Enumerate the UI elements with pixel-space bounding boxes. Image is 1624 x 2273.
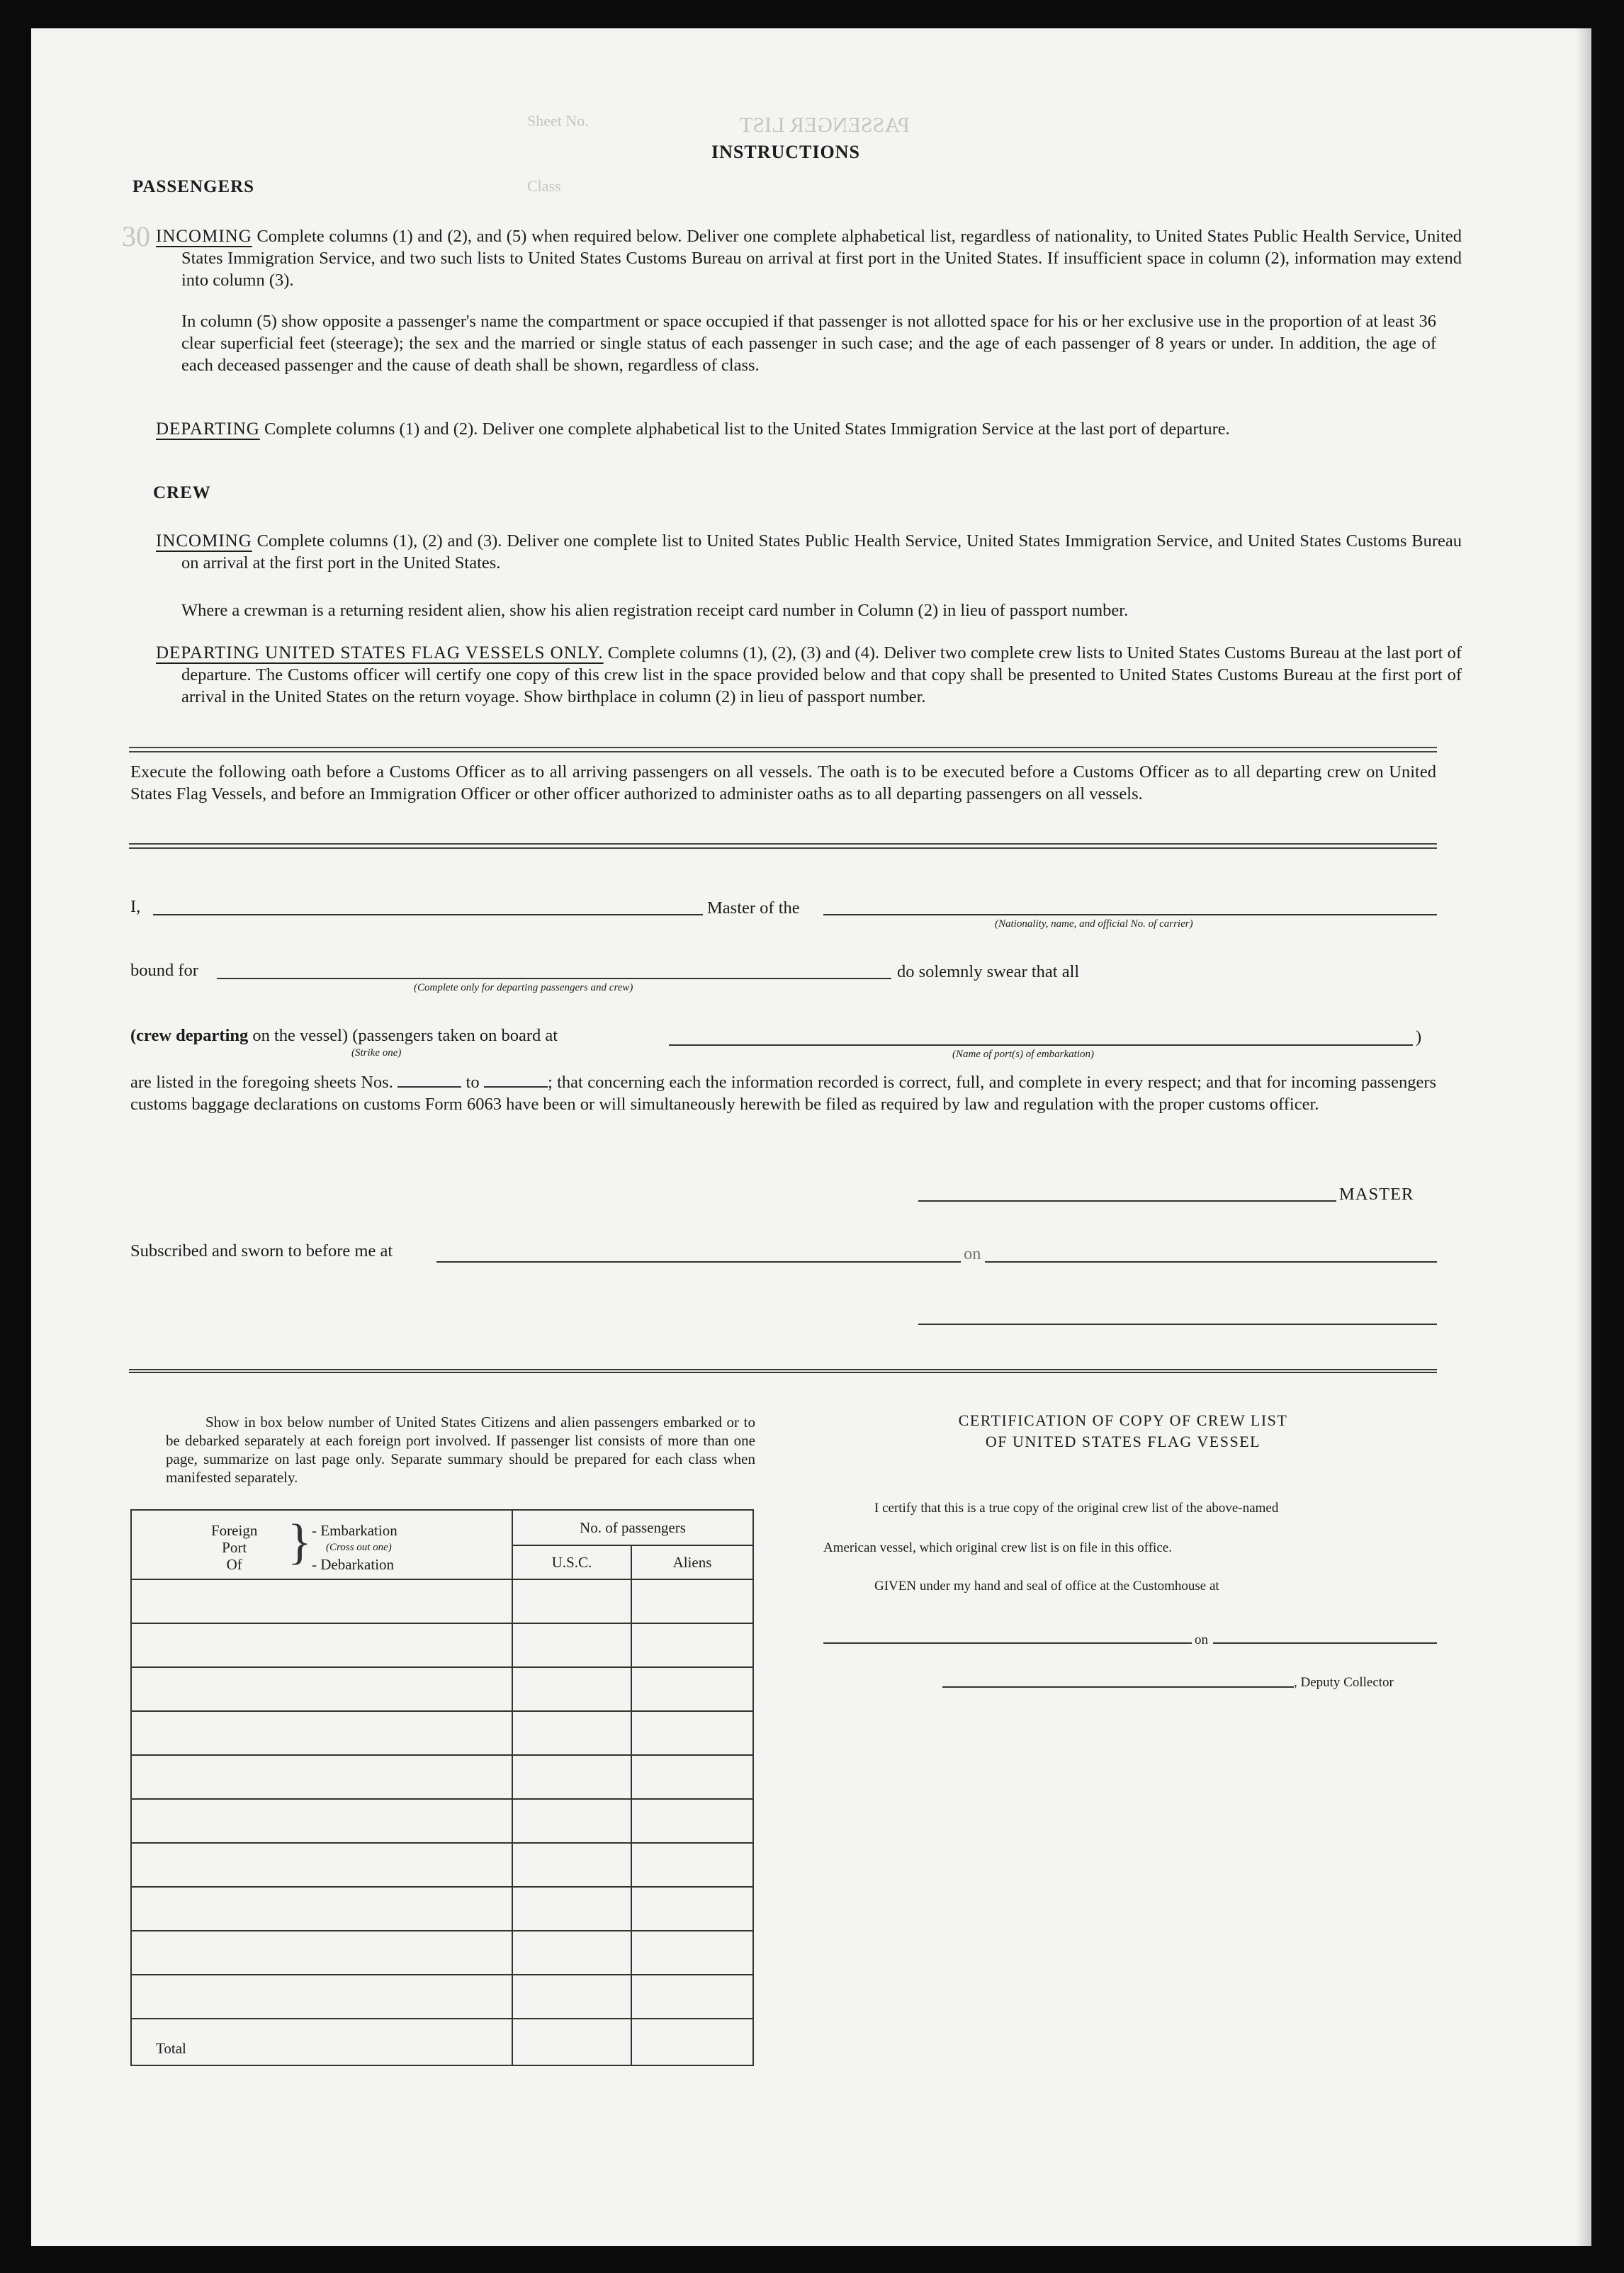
foreign-port-header-cell — [131, 1510, 512, 1579]
on-the-vessel-text: on the vessel) — [252, 1026, 349, 1045]
strike-one-caption: (Strike one) — [351, 1047, 402, 1059]
port-cell[interactable] — [131, 1887, 512, 1931]
aliens-cell[interactable] — [631, 1887, 753, 1931]
usc-cell[interactable] — [512, 1887, 631, 1931]
aliens-header: Aliens — [631, 1545, 753, 1579]
total-label: Total — [131, 2019, 512, 2065]
usc-cell[interactable] — [512, 1711, 631, 1755]
bleed-through-sheet: Sheet No. — [527, 112, 589, 130]
oath-intro: Execute the following oath before a Customs Officer as to all arriving passengers on all vessels. The oath is to be executed before a Customs Officer as to all departing crew on United States Flag Vessels, and before an Immigration Officer or other officer authorized to administer oaths as to all departing passengers on all vessels. — [130, 762, 1436, 803]
sheet-from-field[interactable] — [397, 1086, 461, 1088]
port-cell[interactable] — [131, 1623, 512, 1667]
passengers-departing-text: Complete columns (1) and (2). Deliver one complete alphabetical list to the United States Immigration Service at the last port of departure. — [264, 419, 1230, 439]
bleed-through-class: Class — [527, 177, 561, 195]
listed-to: to — [466, 1073, 480, 1092]
passengers-column5-text: In column (5) show opposite a passenger's name the compartment or space occupied if that passenger is not allotted space for his or her exclusive use in the proportion of at least 36 clear superficial feet (steerage); the sex and the married or single status of each passenger in such case; and the age of each passenger of 8 years or under. In addition, the age of each deceased passenger and the cause of death shall be shown, regardless of class. — [181, 312, 1436, 375]
listed-rest: ; that concerning each the information recorded is correct, full, and complete in every respect; and that for incoming passengers customs baggage declarations on customs Form 6063 have been or will simultaneously herewith be filed as required by law and regulation with the proper customs officer. — [130, 1073, 1437, 1114]
port-cell[interactable] — [131, 1931, 512, 1975]
port-caption: (Name of port(s) of embarkation) — [952, 1049, 1094, 1060]
sheet-to-field[interactable] — [484, 1086, 548, 1088]
port-cell[interactable] — [131, 1843, 512, 1887]
cross-out-caption: (Cross out one) — [326, 1542, 392, 1553]
crew-passengers-line — [130, 1026, 558, 1046]
crew-departing-label: DEPARTING UNITED STATES FLAG VESSELS ONLY. — [156, 643, 604, 662]
certification-title-line2: OF UNITED STATES FLAG VESSEL — [985, 1433, 1261, 1450]
aliens-cell[interactable] — [631, 1799, 753, 1843]
certification-title — [942, 1410, 1304, 1453]
customhouse-field[interactable] — [823, 1642, 1192, 1644]
certify-line2: American vessel, which original crew list is on file in this office. — [823, 1540, 1172, 1555]
certification-date-field[interactable] — [1213, 1642, 1437, 1644]
port-cell[interactable] — [131, 1755, 512, 1799]
listed-prefix: are listed in the foregoing sheets Nos. — [130, 1073, 393, 1092]
col-port: Port — [222, 1539, 247, 1556]
table-row — [131, 1975, 753, 2019]
master-label: MASTER — [1339, 1185, 1414, 1204]
oath-i-label: I, — [130, 897, 141, 916]
usc-cell[interactable] — [512, 1975, 631, 2019]
bound-for-label: bound for — [130, 961, 198, 980]
swear-label: do solemnly swear that all — [897, 962, 1080, 981]
col-foreign: Foreign — [211, 1522, 258, 1539]
form-page — [31, 28, 1591, 2246]
sworn-on-label: on — [964, 1244, 981, 1263]
passengers-taken-text: (passengers taken on board at — [352, 1026, 558, 1045]
certification-title-line1: CERTIFICATION OF COPY OF CREW LIST — [958, 1411, 1288, 1429]
aliens-cell[interactable] — [631, 1579, 753, 1623]
embarkation-port-field[interactable] — [669, 1044, 1413, 1046]
usc-cell[interactable] — [512, 1931, 631, 1975]
aliens-cell[interactable] — [631, 1843, 753, 1887]
passenger-summary-table — [130, 1509, 754, 2066]
col-of: Of — [226, 1556, 242, 1573]
usc-total-cell[interactable] — [512, 2019, 631, 2065]
certification-on-label: on — [1195, 1632, 1208, 1647]
aliens-cell[interactable] — [631, 1623, 753, 1667]
aliens-cell[interactable] — [631, 1711, 753, 1755]
usc-header: U.S.C. — [512, 1545, 631, 1579]
passengers-departing-label: DEPARTING — [156, 419, 260, 439]
given-line: GIVEN under my hand and seal of office at the Customhouse at — [874, 1579, 1219, 1594]
port-cell[interactable] — [131, 1711, 512, 1755]
crew-heading: CREW — [153, 483, 211, 502]
crew-departing-text: Complete columns (1), (2), (3) and (4). Deliver two complete crew lists to United States Customs Bureau at the last port of departure. The Customs officer will certify one copy of this crew list in the space provided below and that copy shall be presented to United States Customs Bureau at the first port of arrival in the United States on the return voyage. Show birthplace in column (2) in lieu of passport number. — [181, 643, 1462, 706]
certify-line1: I certify that this is a true copy of the original crew list of the above-named — [874, 1501, 1279, 1516]
aliens-cell[interactable] — [631, 1975, 753, 2019]
summary-instructions: Show in box below number of United States Citizens and alien passengers embarked or to be debarked separately at each foreign port involved. If passenger list consists of more than one page, summarize on last page only. Separate summary should be prepared for each class when manifested separately. — [166, 1414, 755, 1486]
table-row — [131, 1667, 753, 1711]
table-row — [131, 1579, 753, 1623]
oath-divider — [129, 843, 1437, 849]
passengers-departing-block — [156, 418, 1462, 440]
table-row — [131, 1755, 753, 1799]
close-paren: ) — [1416, 1027, 1422, 1047]
carrier-field[interactable] — [823, 914, 1437, 915]
aliens-cell[interactable] — [631, 1931, 753, 1975]
passengers-incoming-block — [156, 225, 1462, 291]
crew-resident-text: Where a crewman is a returning resident alien, show his alien registration receipt card number in Column (2) in lieu of passport number. — [181, 601, 1129, 620]
page-title: INSTRUCTIONS — [711, 142, 860, 162]
table-row — [131, 1887, 753, 1931]
total-row — [131, 2019, 753, 2065]
usc-cell[interactable] — [512, 1755, 631, 1799]
bound-for-field[interactable] — [217, 978, 891, 979]
listed-sheets-paragraph — [130, 1071, 1436, 1115]
brace-icon: } — [288, 1515, 312, 1569]
usc-cell[interactable] — [512, 1579, 631, 1623]
subscribed-label: Subscribed and sworn to before me at — [130, 1241, 393, 1260]
crew-departing-text: (crew departing — [130, 1026, 249, 1045]
table-row — [131, 1843, 753, 1887]
crew-incoming-block — [156, 530, 1462, 574]
crew-departing-block — [156, 642, 1462, 708]
deputy-collector-signature-field[interactable] — [942, 1686, 1294, 1688]
embarkation-label: - Embarkation — [312, 1522, 397, 1539]
port-cell[interactable] — [131, 1975, 512, 2019]
carrier-caption: (Nationality, name, and official No. of carrier) — [995, 918, 1193, 930]
passengers-incoming-label: INCOMING — [156, 227, 252, 246]
passengers-heading: PASSENGERS — [132, 177, 255, 196]
section-divider — [129, 747, 1437, 752]
no-of-passengers-header: No. of passengers — [512, 1510, 753, 1545]
officer-signature-field[interactable] — [918, 1324, 1437, 1325]
bound-for-caption: (Complete only for departing passengers and crew) — [414, 982, 633, 993]
port-cell[interactable] — [131, 1579, 512, 1623]
aliens-cell[interactable] — [631, 1755, 753, 1799]
bleed-through-title: PASSENGER LIST — [740, 113, 910, 137]
port-cell[interactable] — [131, 1799, 512, 1843]
passengers-incoming-text: Complete columns (1) and (2), and (5) when required below. Deliver one complete alphabetical list, regardless of nationality, to United States Public Health Service, United States Immigration Service, and two such lists to United States Customs Bureau on arrival at first port in the United States. If insufficient space in column (2), information may extend into column (3). — [181, 227, 1462, 290]
crew-incoming-text: Complete columns (1), (2) and (3). Deliver one complete list to United States Public Health Service, United States Immigration Service, and United States Customs Bureau on arrival at the first port in the United States. — [181, 531, 1462, 573]
usc-cell[interactable] — [512, 1667, 631, 1711]
sworn-date-field[interactable] — [985, 1261, 1437, 1263]
aliens-total-cell[interactable] — [631, 2019, 753, 2065]
deputy-collector-label: , Deputy Collector — [1294, 1675, 1394, 1690]
debarkation-label: - Debarkation — [312, 1556, 395, 1573]
aliens-cell[interactable] — [631, 1667, 753, 1711]
usc-cell[interactable] — [512, 1799, 631, 1843]
sworn-place-field[interactable] — [436, 1261, 961, 1263]
table-row — [131, 1931, 753, 1975]
heavy-divider — [129, 1369, 1437, 1375]
master-of-the-label: Master of the — [707, 898, 800, 918]
table-row — [131, 1711, 753, 1755]
table-row — [131, 1799, 753, 1843]
crew-incoming-label: INCOMING — [156, 531, 252, 551]
bleed-through-number: 30 — [122, 220, 150, 252]
usc-cell[interactable] — [512, 1623, 631, 1667]
table-row — [131, 1623, 753, 1667]
master-signature-field[interactable] — [918, 1200, 1336, 1202]
port-cell[interactable] — [131, 1667, 512, 1711]
master-name-field[interactable] — [153, 914, 703, 915]
usc-cell[interactable] — [512, 1843, 631, 1887]
